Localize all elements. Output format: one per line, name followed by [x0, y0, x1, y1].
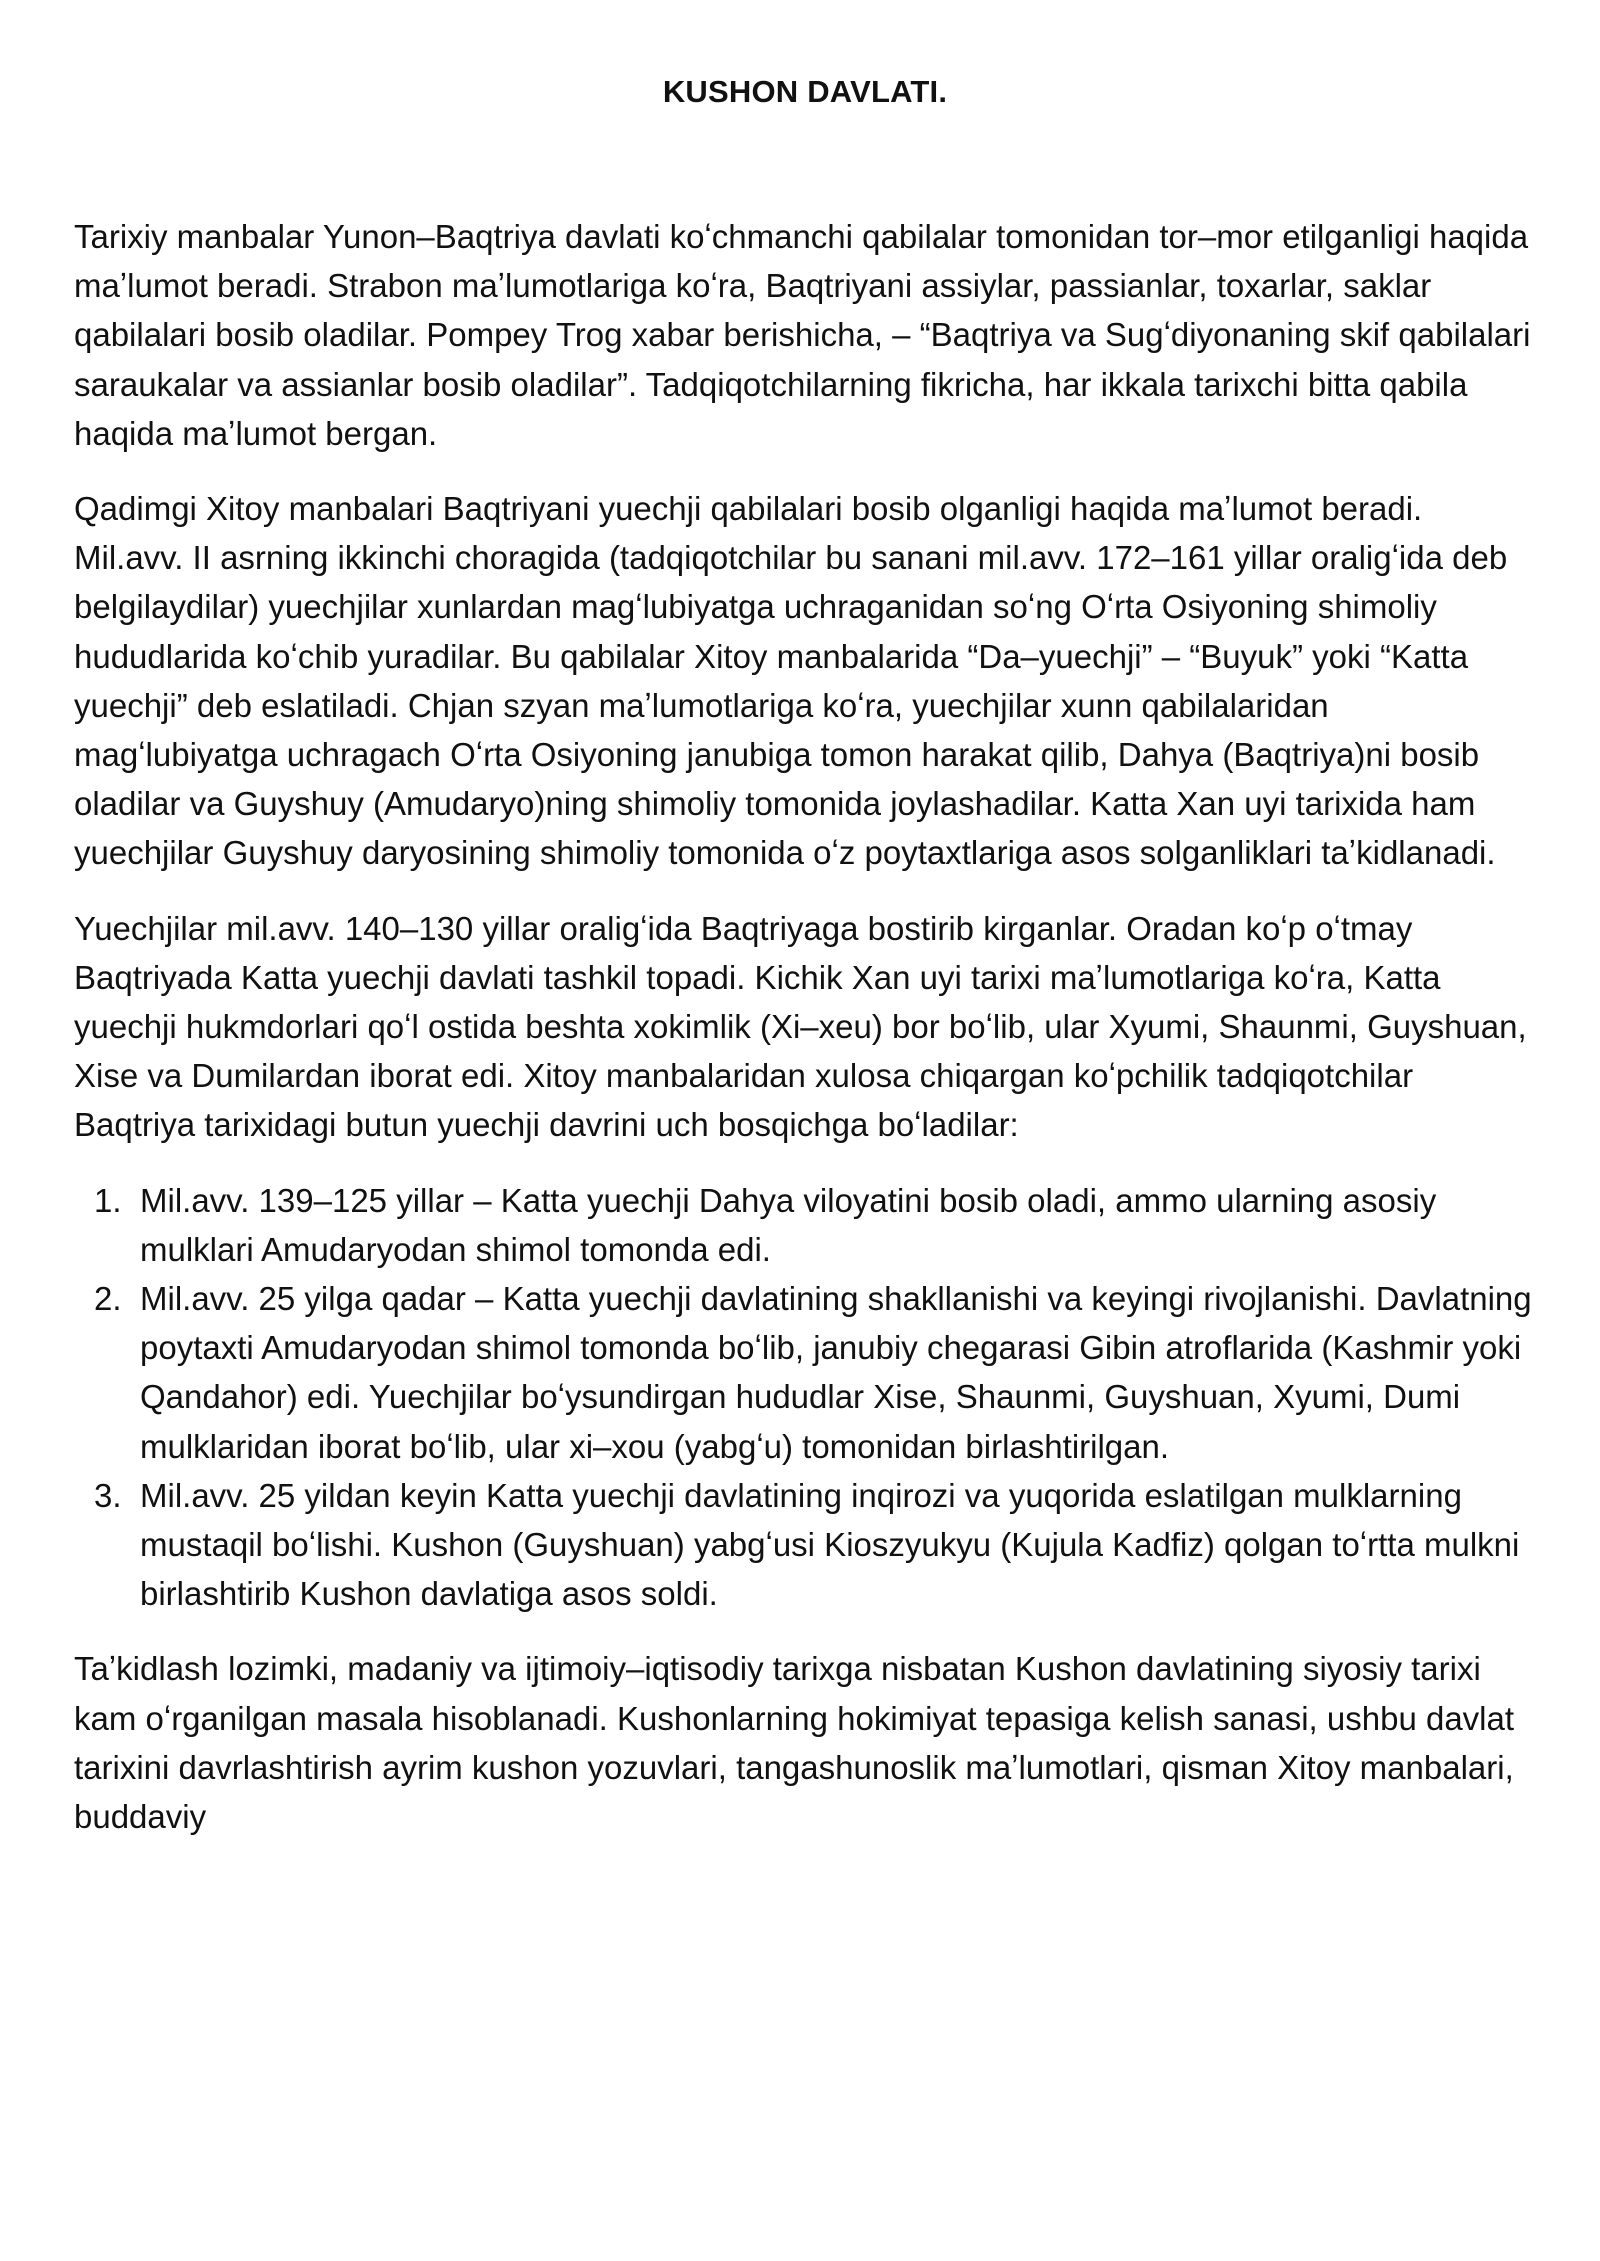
list-item-number: 1.	[94, 1181, 122, 1219]
list-item	[74, 1274, 1536, 1471]
list-item-number: 2.	[94, 1280, 122, 1318]
list-item	[74, 1176, 1536, 1274]
list-item-number: 3.	[94, 1476, 122, 1514]
list-item	[74, 1471, 1536, 1619]
list-item-text: Mil.avv. 25 yilga qadar – Katta yuechji davlatining shakllanishi va keyingi rivojlanishi. Davlatning poytaxti Amudaryodan shimol tomonda boʻlib, janubiy chegarasi Gibin atroflarida (Kashmir yoki Qandahor) edi. Yuechjilar boʻysundirgan hududlar Xise, Shaunmi, Guyshuan, Xyumi, Dumi mulklaridan iborat boʻlib, ular xi–xou (yabgʻu) tomonidan birlashtirilgan.	[140, 1280, 1532, 1465]
paragraph-intro: Tarixiy manbalar Yunon–Baqtriya davlati koʻchmanchi qabilalar tomonidan tor–mor etilganligi haqida maʼlumot beradi. Strabon maʼlumotlariga koʻra, Baqtriyani assiylar, passianlar, toxarlar, saklar qabilalari bosib oladilar. Pompey Trog xabar berishicha, – “Baqtriya va Sugʻdiyonaning skif qabilalari saraukalar va assianlar bosib oladilar”. Tadqiqotchilarning fikricha, har ikkala tarixchi bitta qabila haqida maʼlumot bergan.	[74, 218, 1531, 452]
paragraph-political-history: Taʼkidlash lozimki, madaniy va ijtimoiy–iqtisodiy tarixga nisbatan Kushon davlatining siyosiy tarixi kam oʻrganilgan masala hisoblanadi. Kushonlarning hokimiyat tepasiga kelish sanasi, ushbu davlat tarixini davrlashtirish ayrim kushon yozuvlari, tangashunoslik maʼlumotlari, qisman Xitoy manbalari, buddaviy	[74, 1650, 1515, 1836]
list-item-text: Mil.avv. 25 yildan keyin Katta yuechji davlatining inqirozi va yuqorida eslatilgan mulklarning mustaqil boʻlishi. Kushon (Guyshuan) yabgʻusi Kioszyukyu (Kujula Kadfiz) qolgan toʻrtta mulkni birlashtirib Kushon davlatiga asos soldi.	[140, 1476, 1520, 1613]
paragraph-chinese-sources: Qadimgi Xitoy manbalari Baqtriyani yuechji qabilalari bosib olganligi haqida maʼlumot beradi. Mil.avv. II asrning ikkinchi choragida (tadqiqotchilar bu sanani mil.avv. 172–161 yillar oraligʻida deb belgilaydilar) yuechjilar xunlardan magʻlubiyatga uchraganidan soʻng Oʻrta Osiyoning shimoliy hududlarida koʻchib yuradilar. Bu qabilalar Xitoy manbalarida “Da–yuechji” – “Buyuk” yoki “Katta yuechji” deb eslatiladi. Chjan szyan maʼlumotlariga koʻra, yuechjilar xunn qabilalaridan magʻlubiyatga uchragach Oʻrta Osiyoning janubiga tomon harakat qilib, Dahya (Baqtriya)ni bosib oladilar va Guyshuy (Amudaryo)ning shimoliy tomonida joylashadilar. Katta Xan uyi tarixida ham yuechjilar Guyshuy daryosining shimoliy tomonida oʻz poytaxtlariga asos solganliklari taʼkidlanadi.	[74, 490, 1508, 872]
periodization-list	[74, 1176, 1536, 1619]
list-item-text: Mil.avv. 139–125 yillar – Katta yuechji Dahya viloyatini bosib oladi, ammo ularning asosiy mulklari Amudaryodan shimol tomonda edi.	[140, 1181, 1437, 1268]
paragraph-yuechji-invasion: Yuechjilar mil.avv. 140–130 yillar oraligʻida Baqtriyaga bostirib kirganlar. Oradan koʻp oʻtmay Baqtriyada Katta yuechji davlati tashkil topadi. Kichik Xan uyi tarixi maʼlumotlariga koʻra, Katta yuechji hukmdorlari qoʻl ostida beshta xokimlik (Xi–xeu) bor boʻlib, ular Xyumi, Shaunmi, Guyshuan, Xise va Dumilardan iborat edi. Xitoy manbalaridan xulosa chiqargan koʻpchilik tadqiqotchilar Baqtriya tarixidagi butun yuechji davrini uch bosqichga boʻladilar:	[74, 909, 1527, 1144]
page-title: KUSHON DAVLATI.	[662, 74, 948, 109]
